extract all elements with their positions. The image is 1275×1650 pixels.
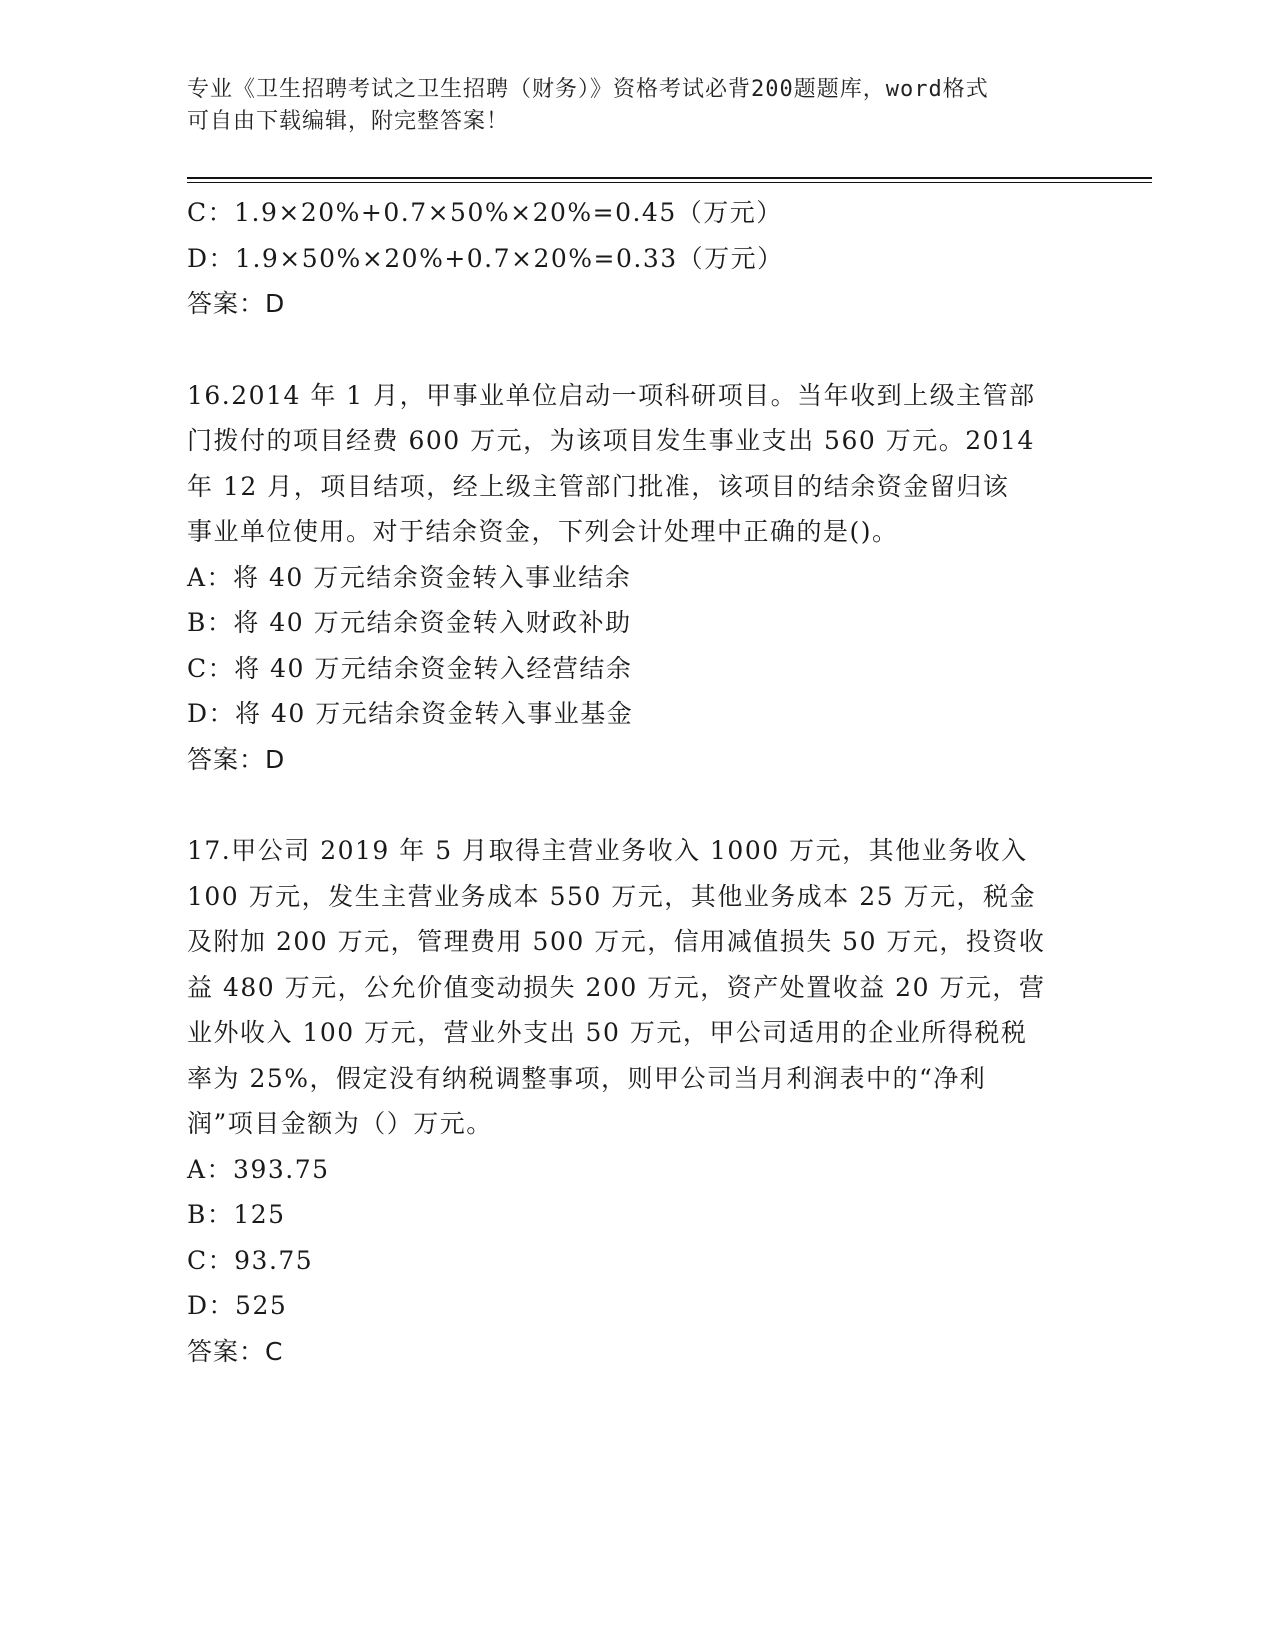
option-c: C：1.9×20%+0.7×50%×20%=0.45（万元） <box>187 198 783 227</box>
previous-question <box>187 190 1087 327</box>
question-text-line: 事业单位使用。对于结余资金，下列会计处理中正确的是()。 <box>187 517 899 546</box>
question-text-line: 率为 25%，假定没有纳税调整事项，则甲公司当月利润表中的“净利 <box>187 1063 987 1093</box>
option-a: A：393.75 <box>187 1154 330 1184</box>
header-line-1: 专业《卫生招聘考试之卫生招聘（财务）》资格考试必背200题题库，word格式 <box>187 77 989 102</box>
question-text-line: 16.2014 年 1 月，甲事业单位启动一项科研项目。当年收到上级主管部 <box>187 380 1036 410</box>
option-b: B：将 40 万元结余资金转入财政补助 <box>187 608 632 637</box>
question-text-line: 年 12 月，项目结项，经上级主管部门批准，该项目的结余资金留归该 <box>187 471 1010 501</box>
spacer <box>187 782 1087 828</box>
option-d: D：525 <box>187 1291 288 1320</box>
question-16 <box>187 373 1087 783</box>
answer-line: 答案：D <box>187 289 286 318</box>
question-text-line: 及附加 200 万元，管理费用 500 万元，信用减值损失 50 万元，投资收 <box>187 927 1046 956</box>
header-line-2: 可自由下载编辑，附完整答案！ <box>187 109 510 134</box>
document-header <box>187 74 1067 138</box>
question-text-line: 17.甲公司 2019 年 5 月取得主营业务收入 1000 万元，其他业务收入 <box>187 836 1028 865</box>
question-text-line: 业外收入 100 万元，营业外支出 50 万元，甲公司适用的企业所得税税 <box>187 1018 1028 1047</box>
question-text-line: 门拨付的项目经费 600 万元，为该项目发生事业支出 560 万元。2014 <box>187 426 1035 455</box>
header-divider-thick <box>187 177 1152 179</box>
option-d: D：1.9×50%×20%+0.7×20%=0.33（万元） <box>187 243 784 273</box>
option-d: D：将 40 万元结余资金转入事业基金 <box>187 699 634 728</box>
option-c: C：93.75 <box>187 1245 314 1275</box>
question-text-line: 润”项目金额为（）万元。 <box>187 1109 493 1138</box>
option-a: A：将 40 万元结余资金转入事业结余 <box>187 562 632 592</box>
option-c: C：将 40 万元结余资金转入经营结余 <box>187 653 633 683</box>
question-text-line: 100 万元，发生主营业务成本 550 万元，其他业务成本 25 万元，税金 <box>187 881 1036 911</box>
header-divider-thin <box>187 182 1152 183</box>
question-17 <box>187 828 1087 1374</box>
option-b: B：125 <box>187 1200 286 1229</box>
answer-line: 答案：C <box>187 1336 284 1366</box>
answer-line: 答案：D <box>187 744 286 774</box>
spacer <box>187 327 1087 373</box>
document-body <box>187 190 1087 1374</box>
question-text-line: 益 480 万元，公允价值变动损失 200 万元，资产处置收益 20 万元，营 <box>187 972 1046 1002</box>
